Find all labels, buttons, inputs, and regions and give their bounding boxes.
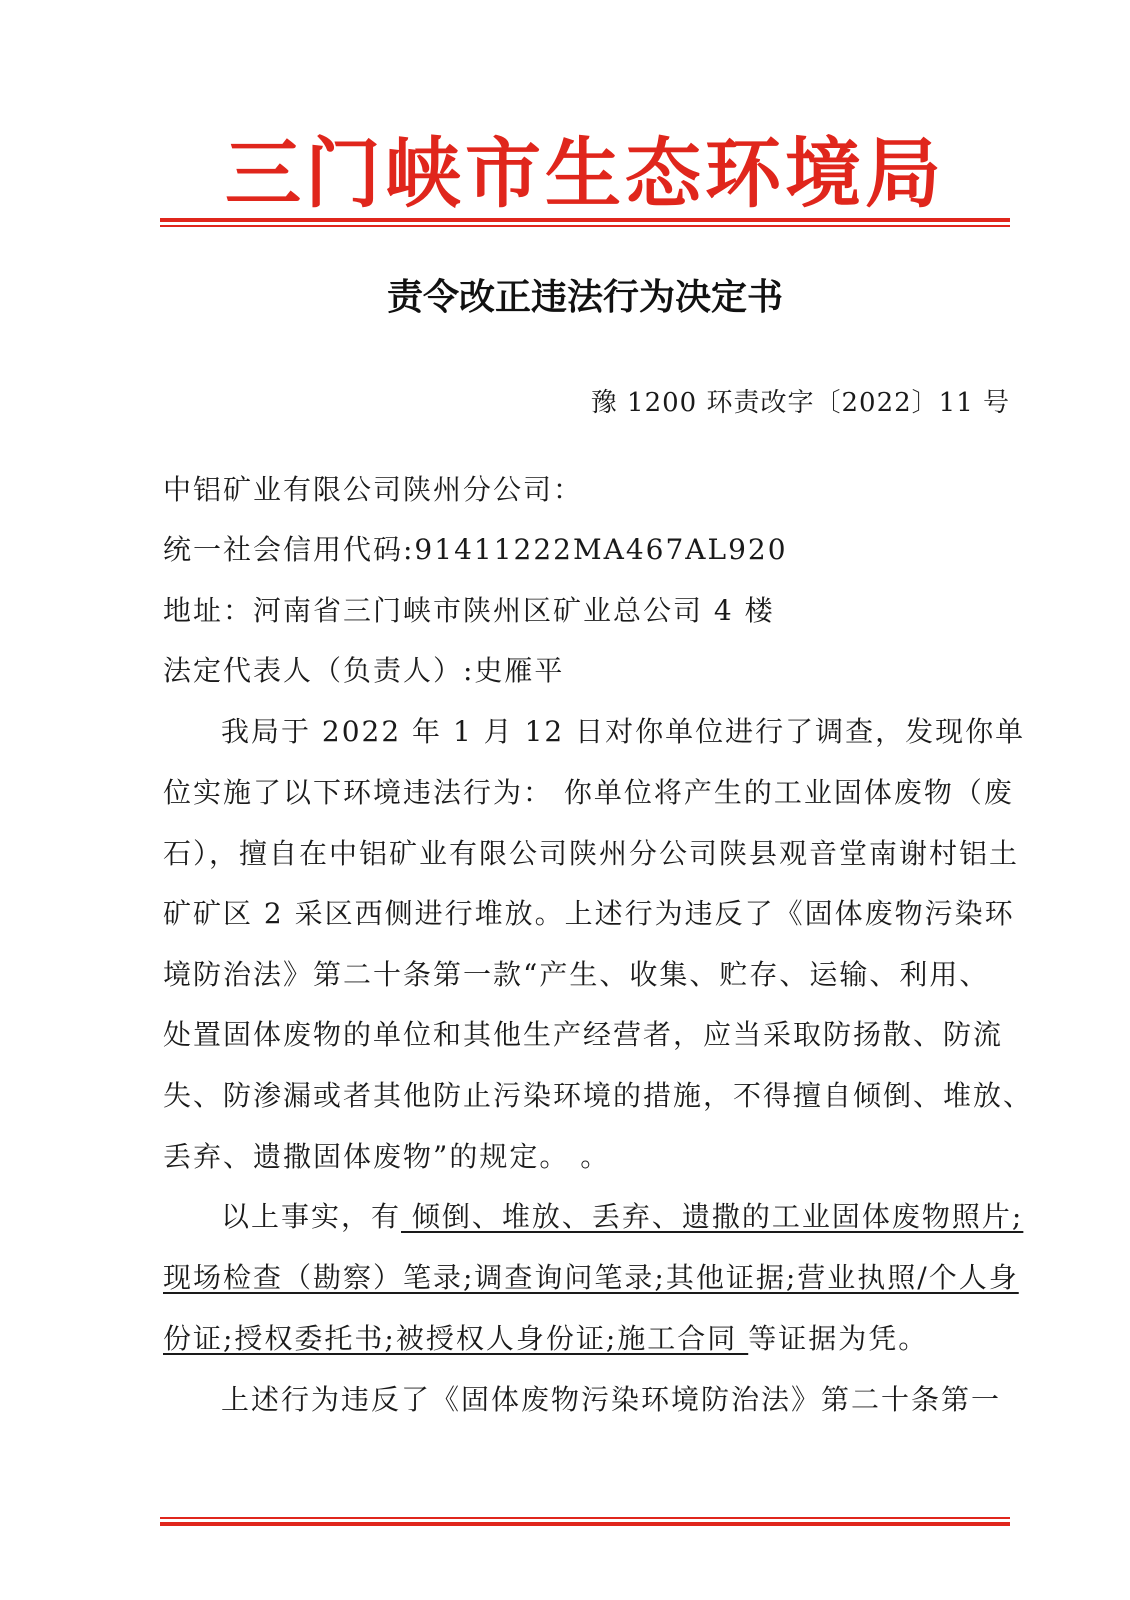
header-red-rule-thin — [160, 225, 1010, 227]
para1-line: 失、防渗漏或者其他防止污染环境的措施，不得擅自倾倒、堆放、 — [163, 1079, 1034, 1112]
para1-line: 丢弃、遗撒固体废物”的规定。 。 — [163, 1140, 611, 1173]
para1-line: 境防治法》第二十条第一款“产生、收集、贮存、运输、利用、 — [163, 958, 990, 991]
footer-red-rule-thick — [160, 1522, 1010, 1526]
para1-line: 我局于 2022 年 1 月 12 日对你单位进行了调查，发现你单 — [221, 715, 1026, 748]
para1-line: 处置固体废物的单位和其他生产经营者，应当采取防扬散、防流 — [163, 1018, 1004, 1051]
evidence-outro: 等证据为凭。 — [748, 1322, 929, 1355]
para2-line — [163, 1258, 1019, 1298]
document-title: 责令改正违法行为决定书 — [386, 276, 783, 318]
para3-line: 上述行为违反了《固体废物污染环境防治法》第二十条第一 — [221, 1383, 1002, 1416]
party-credit-code: 统一社会信用代码:91411222MA467AL920 — [163, 533, 788, 566]
evidence-intro: 以上事实，有 — [221, 1200, 402, 1233]
para1-line: 位实施了以下环境违法行为： 你单位将产生的工业固体废物（废 — [163, 776, 1014, 809]
para2-line — [221, 1197, 1023, 1237]
party-representative: 法定代表人（负责人）:史雁平 — [163, 654, 565, 687]
para1-line: 石），擅自在中铝矿业有限公司陕州分公司陕县观音堂南谢村铝土 — [163, 837, 1020, 870]
evidence-list: 倾倒、堆放、丢弃、遗撒的工业固体废物照片; — [401, 1200, 1024, 1233]
header-red-rule-thick — [160, 218, 1010, 222]
evidence-list: 现场检查（勘察）笔录;调查询问笔录;其他证据;营业执照/个人身 — [163, 1261, 1019, 1294]
para2-line — [163, 1319, 928, 1359]
evidence-list: 份证;授权委托书;被授权人身份证;施工合同 — [163, 1322, 749, 1355]
party-address: 地址：河南省三门峡市陕州区矿业总公司 4 楼 — [163, 594, 775, 627]
agency-masthead: 三门峡市生态环境局 — [225, 129, 945, 218]
footer-red-rule-thin — [160, 1517, 1010, 1519]
party-name: 中铝矿业有限公司陕州分公司： — [163, 473, 584, 506]
para1-line: 矿矿区 2 采区西侧进行堆放。上述行为违反了《固体废物污染环 — [163, 897, 1015, 930]
document-number: 豫 1200 环责改字〔2022〕11 号 — [590, 388, 1010, 418]
